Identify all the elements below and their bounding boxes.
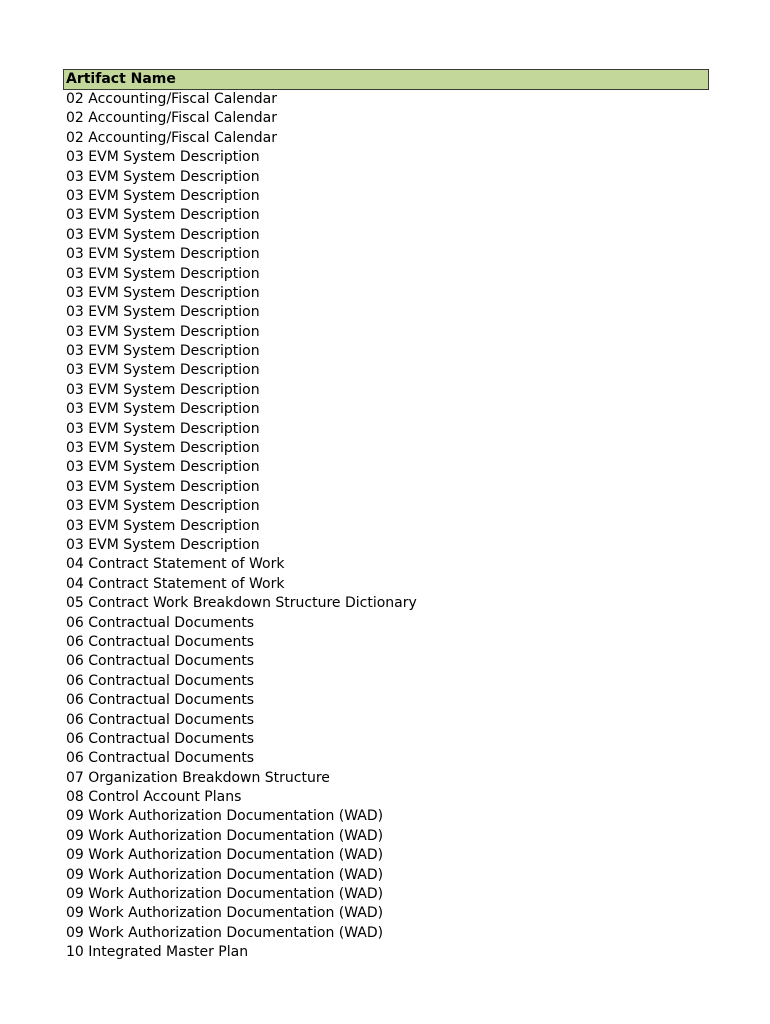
table-row: 03 EVM System Description <box>66 207 260 224</box>
table-row: 03 EVM System Description <box>66 304 260 321</box>
table-row: 06 Contractual Documents <box>66 653 255 670</box>
table-row: 05 Contract Work Breakdown Structure Dictionary <box>66 595 417 612</box>
table-row: 08 Control Account Plans <box>66 789 242 806</box>
table-row: 03 EVM System Description <box>66 265 260 282</box>
artifact-name-header: Artifact Name <box>63 69 709 90</box>
table-row: 02 Accounting/Fiscal Calendar <box>66 91 277 107</box>
table-row: 03 EVM System Description <box>66 226 260 243</box>
table-row: 09 Work Authorization Documentation (WAD) <box>66 924 384 941</box>
table-row: 07 Organization Breakdown Structure <box>66 769 330 786</box>
table-row: 03 EVM System Description <box>66 168 260 185</box>
table-row: 03 EVM System Description <box>66 284 260 301</box>
artifact-list <box>63 90 709 963</box>
table-row: 09 Work Authorization Documentation (WAD) <box>66 905 384 922</box>
table-row: 03 EVM System Description <box>66 459 260 476</box>
table-row: 03 EVM System Description <box>66 440 260 457</box>
table-row: 03 EVM System Description <box>66 498 260 515</box>
table-row: 03 EVM System Description <box>66 420 260 437</box>
table-row: 03 EVM System Description <box>66 343 260 360</box>
artifact-table <box>63 69 709 963</box>
table-row: 02 Accounting/Fiscal Calendar <box>66 129 277 146</box>
table-row: 06 Contractual Documents <box>66 614 255 631</box>
table-row: 03 EVM System Description <box>66 401 260 418</box>
table-row: 03 EVM System Description <box>66 323 260 340</box>
table-row: 06 Contractual Documents <box>66 672 255 689</box>
table-row: 04 Contract Statement of Work <box>66 556 285 573</box>
table-row: 10 Integrated Master Plan <box>66 944 249 961</box>
table-row: 06 Contractual Documents <box>66 692 255 709</box>
table-row: 09 Work Authorization Documentation (WAD) <box>66 866 384 883</box>
table-row: 06 Contractual Documents <box>66 730 255 747</box>
table-row: 03 EVM System Description <box>66 536 260 553</box>
table-row: 09 Work Authorization Documentation (WAD) <box>66 847 384 864</box>
table-row: 03 EVM System Description <box>66 362 260 379</box>
table-row: 03 EVM System Description <box>66 149 260 166</box>
table-row: 02 Accounting/Fiscal Calendar <box>66 110 277 127</box>
table-row: 09 Work Authorization Documentation (WAD) <box>66 808 384 825</box>
table-row: 06 Contractual Documents <box>66 750 255 767</box>
table-row: 03 EVM System Description <box>66 517 260 534</box>
table-row: 03 EVM System Description <box>66 246 260 263</box>
table-row: 09 Work Authorization Documentation (WAD) <box>66 886 384 903</box>
table-row: 03 EVM System Description <box>66 381 260 398</box>
table-row: 04 Contract Statement of Work <box>66 575 285 592</box>
table-row: 03 EVM System Description <box>66 187 260 204</box>
table-row: 06 Contractual Documents <box>66 711 255 728</box>
table-row: 06 Contractual Documents <box>66 633 255 650</box>
table-row: 09 Work Authorization Documentation (WAD) <box>66 827 384 844</box>
table-row: 03 EVM System Description <box>66 478 260 495</box>
